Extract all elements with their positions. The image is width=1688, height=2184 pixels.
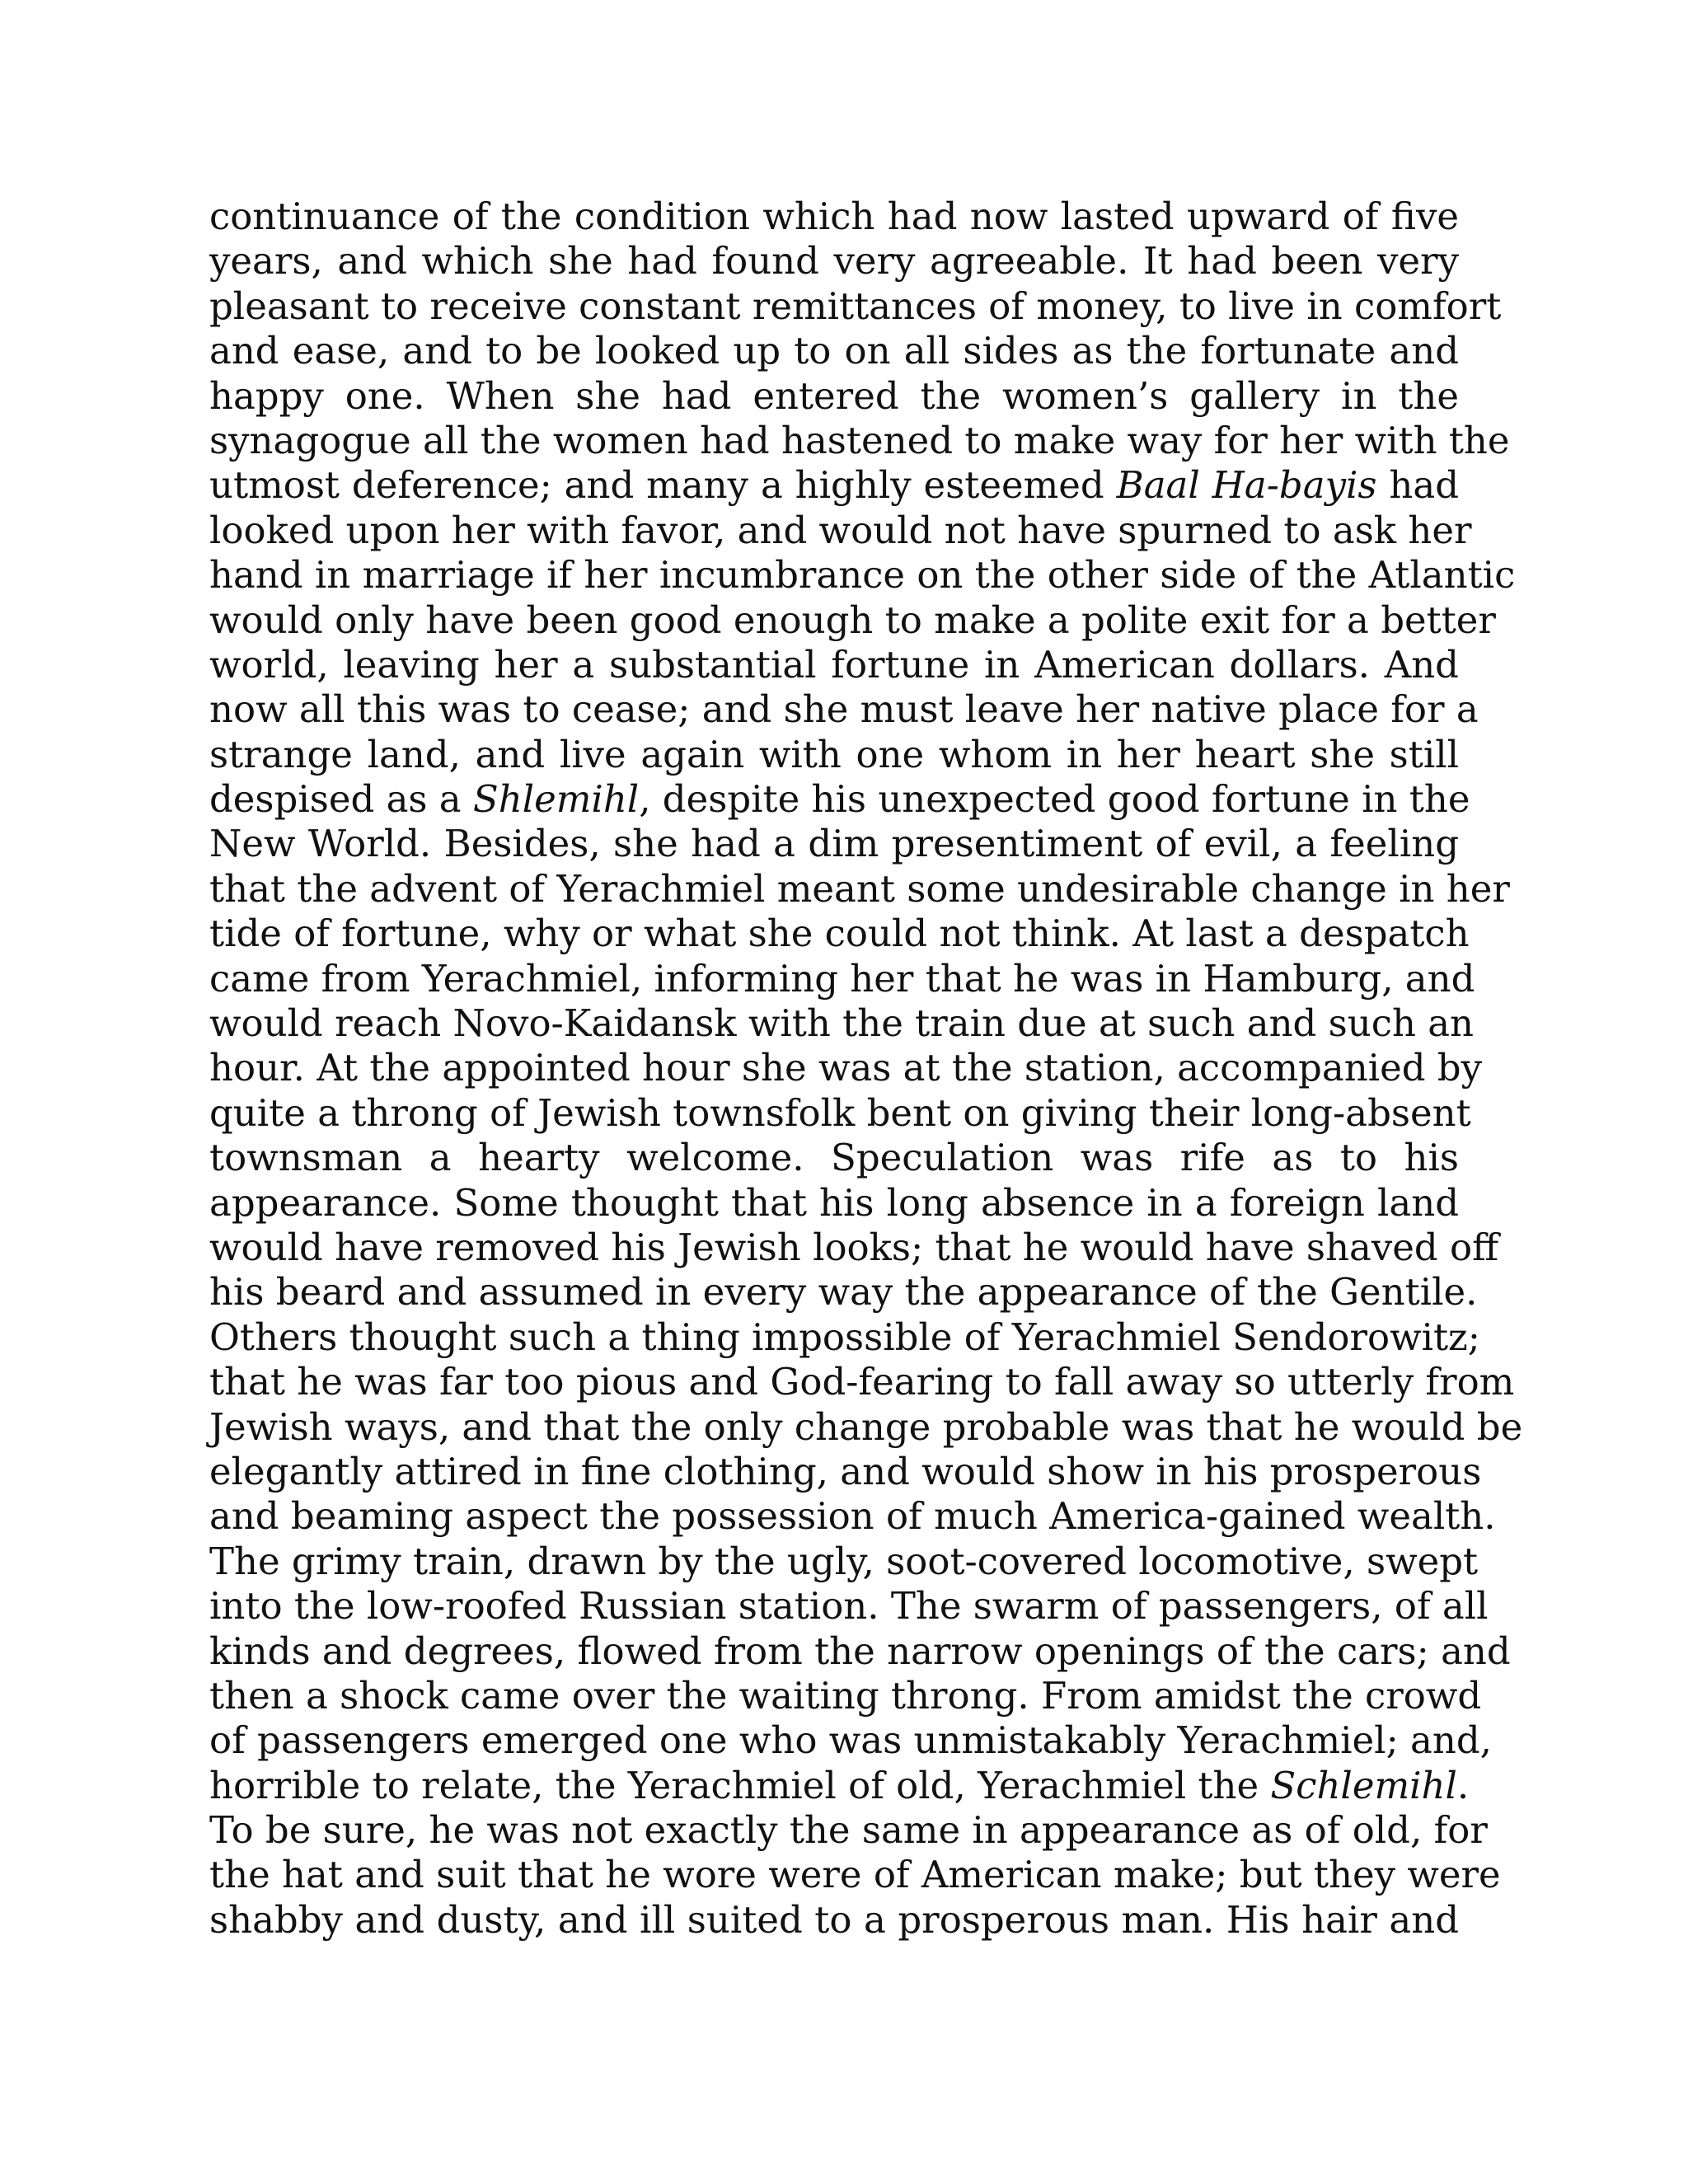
text-run: the hat and suit that he wore were of American make; but they were: [209, 1853, 1501, 1897]
text-run: and beaming aspect the possession of much America-gained wealth.: [209, 1494, 1496, 1539]
italic-term: Schlemihl: [1270, 1763, 1457, 1807]
text-line: [209, 1763, 1470, 1808]
text-line: [209, 1001, 1475, 1046]
text-run: would reach Novo-Kaidansk with the train due at such and such an: [209, 1001, 1475, 1046]
text-line: [209, 687, 1479, 732]
text-line: [209, 284, 1502, 329]
text-line: [209, 374, 1459, 419]
text-run: elegantly attired in fine clothing, and would show in his prosperous: [209, 1449, 1482, 1493]
text-line: [209, 1718, 1492, 1763]
text-run: appearance. Some thought that his long absence in a foreign land: [209, 1180, 1459, 1225]
text-line: [209, 194, 1459, 239]
text-run: years, and which she had found very agreeable. It had been very: [209, 239, 1459, 284]
text-run: tide of fortune, why or what she could not think. At last a despatch: [209, 912, 1470, 956]
text-run: strange land, and live again with one whom in her heart she still: [209, 732, 1459, 776]
text-line: [209, 912, 1470, 956]
text-run: The grimy train, drawn by the ugly, soot-covered locomotive, swept: [209, 1539, 1479, 1583]
text-run: happy one. When she had entered the women’s gallery in the: [209, 373, 1459, 418]
text-line: [209, 866, 1510, 912]
text-line: [209, 1225, 1499, 1270]
text-line: [209, 1046, 1483, 1090]
text-run: horrible to relate, the Yerachmiel of old, Yerachmiel the: [209, 1763, 1271, 1807]
text-run: his beard and assumed in every way the appearance of the Gentile.: [209, 1270, 1478, 1315]
text-line: [209, 418, 1510, 463]
text-line: [209, 1315, 1480, 1360]
text-run: .: [1456, 1763, 1470, 1807]
text-run: world, leaving her a substantial fortune in American dollars. And: [209, 642, 1459, 687]
text-run: into the low-roofed Russian station. The swarm of passengers, of all: [209, 1584, 1489, 1629]
text-run: continuance of the condition which had now lasted upward of five: [209, 194, 1459, 238]
text-line: [209, 1181, 1459, 1226]
text-line: [209, 463, 1459, 508]
text-run: looked upon her with favor, and would not have spurned to ask her: [209, 508, 1472, 552]
text-run: synagogue all the women had hastened to make way for her with the: [209, 418, 1510, 462]
text-run: pleasant to receive constant remittances of money, to live in comfort: [209, 284, 1502, 328]
text-run: of passengers emerged one who was unmistakably Yerachmiel; and,: [209, 1718, 1492, 1763]
text-line: [209, 1136, 1459, 1180]
text-line: [209, 598, 1496, 643]
italic-term: Shlemihl: [472, 777, 640, 822]
italic-term: Baal Ha-bayis: [1116, 463, 1377, 508]
text-line: [209, 1584, 1489, 1629]
text-line: [209, 1404, 1523, 1450]
text-run: shabby and dusty, and ill suited to a prosperous man. His hair and: [209, 1897, 1459, 1942]
text-run: would only have been good enough to make a polite exit for a better: [209, 598, 1496, 642]
text-line: [209, 1539, 1479, 1584]
text-line: [209, 1090, 1471, 1136]
text-run: To be sure, he was not exactly the same in appearance as of old, for: [209, 1808, 1488, 1853]
text-run: despised as a: [209, 777, 473, 822]
text-run: now all this was to cease; and she must leave her native place for a: [209, 687, 1479, 732]
text-run: kinds and degrees, flowed from the narrow openings of the cars; and: [209, 1629, 1511, 1673]
text-run: that the advent of Yerachmiel meant some undesirable change in her: [209, 866, 1510, 911]
text-run: , despite his unexpected good fortune in the: [639, 777, 1470, 822]
text-run: hour. At the appointed hour she was at the station, accompanied by: [209, 1046, 1483, 1090]
text-line: [209, 508, 1472, 553]
text-line: [209, 1808, 1488, 1853]
text-run: townsman a hearty welcome. Speculation was rife as to his: [209, 1136, 1459, 1180]
text-run: New World. Besides, she had a dim presentiment of evil, a feeling: [209, 822, 1459, 866]
text-line: [209, 777, 1470, 822]
text-run: hand in marriage if her incumbrance on the other side of the Atlantic: [209, 553, 1516, 598]
text-line: [209, 329, 1459, 373]
text-run: Jewish ways, and that the only change probable was that he would be: [209, 1404, 1523, 1449]
text-run: Others thought such a thing impossible of Yerachmiel Sendorowitz;: [209, 1315, 1480, 1359]
text-run: and ease, and to be looked up to on all sides as the fortunate and: [209, 329, 1459, 373]
text-line: [209, 1270, 1478, 1315]
text-line: [209, 1629, 1511, 1674]
text-line: [209, 1853, 1501, 1897]
text-line: [209, 956, 1475, 1001]
body-paragraph: [209, 194, 1523, 1943]
text-line: [209, 822, 1459, 866]
text-line: [209, 239, 1459, 284]
text-line: [209, 1898, 1459, 1943]
text-line: [209, 1449, 1482, 1494]
text-line: [209, 1360, 1515, 1404]
text-line: [209, 733, 1459, 777]
text-run: had: [1376, 463, 1459, 508]
text-line: [209, 1673, 1482, 1718]
text-line: [209, 553, 1516, 598]
text-run: came from Yerachmiel, informing her that he was in Hamburg, and: [209, 956, 1475, 1001]
text-run: quite a throng of Jewish townsfolk bent on giving their long-absent: [209, 1090, 1471, 1135]
text-line: [209, 643, 1459, 687]
text-line: [209, 1494, 1496, 1539]
text-run: that he was far too pious and God-fearing to fall away so utterly from: [209, 1360, 1515, 1404]
text-run: utmost deference; and many a highly esteemed: [209, 463, 1117, 508]
text-run: then a shock came over the waiting throng. From amidst the crowd: [209, 1673, 1482, 1718]
text-run: would have removed his Jewish looks; that he would have shaved off: [209, 1225, 1499, 1269]
